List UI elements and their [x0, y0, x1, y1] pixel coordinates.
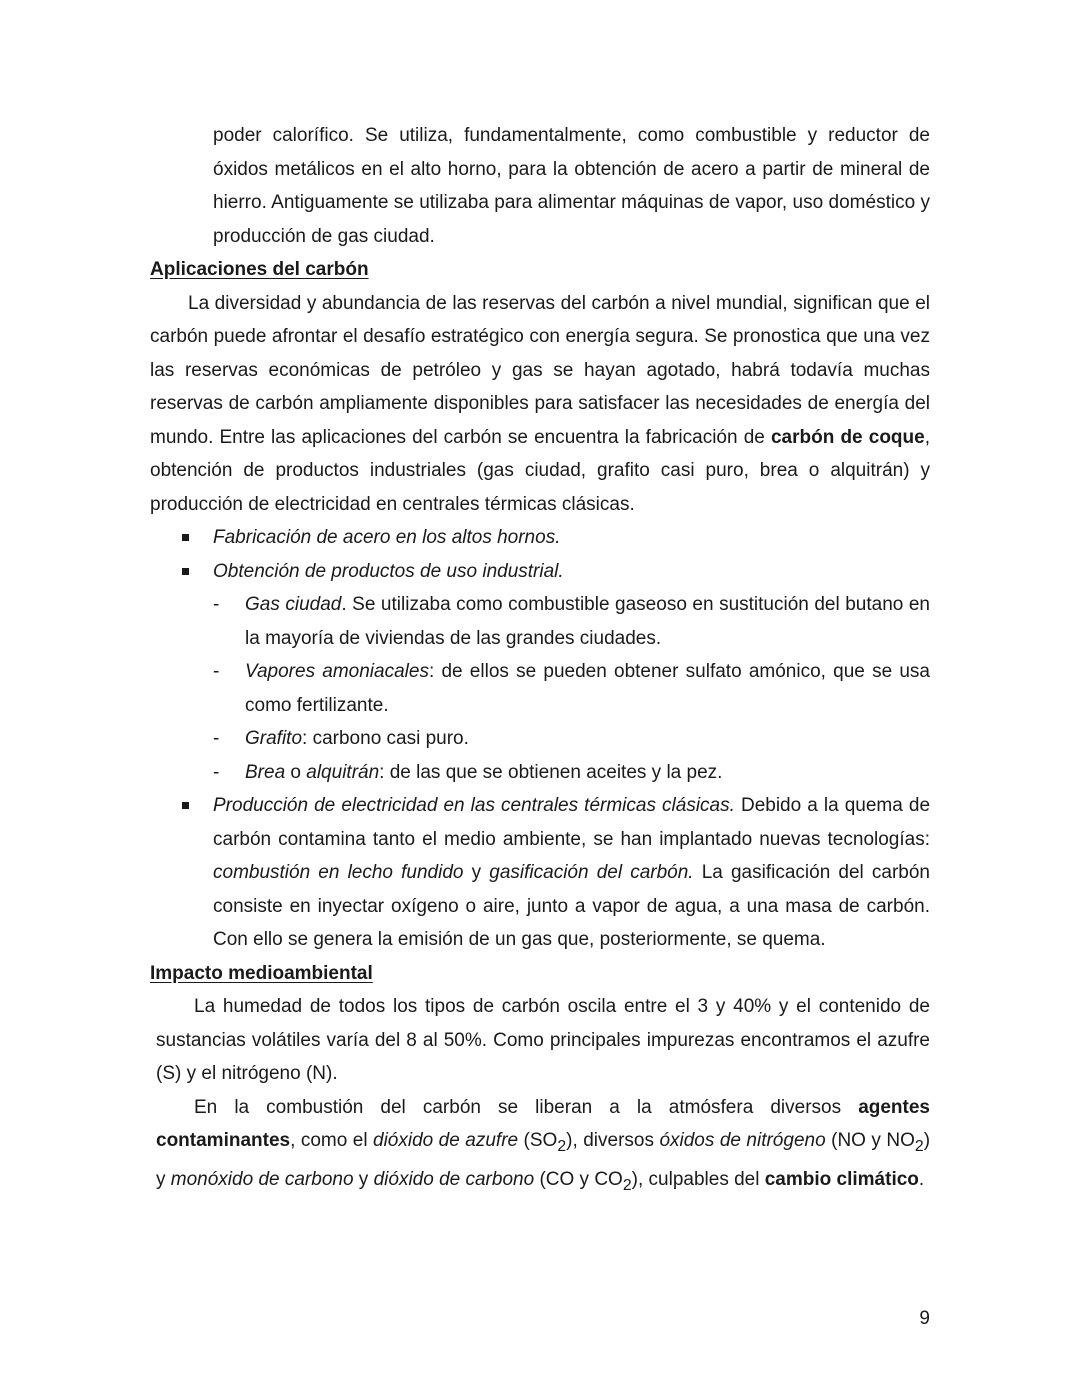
bullet-text: Producción de electricidad en las centrales térmicas clásicas. [213, 795, 735, 816]
text-run: Debido a la quema de carbón contamina tanto el medio ambiente, se han implantado nuevas tecnologías: [213, 795, 931, 850]
section-heading-aplicaciones: Aplicaciones del carbón [150, 259, 369, 280]
text-run: ), diversos [566, 1130, 660, 1151]
bold-term: agentes contaminantes [156, 1096, 930, 1151]
text-run: (CO y CO [534, 1169, 623, 1191]
sub-item-term: Gas ciudad [245, 594, 342, 615]
sub-item-text: de las que se obtienen aceites y la pez. [389, 761, 723, 783]
sub-item-term: alquitrán [306, 761, 380, 783]
subscript: 2 [622, 1177, 632, 1195]
text-run: (NO y NO [825, 1130, 915, 1151]
text-run: . [918, 1169, 925, 1191]
sub-item-term: Brea [245, 761, 286, 783]
text-run: La diversidad y abundancia de las reservas del carbón a nivel mundial, significan que el carbón puede afrontar el desafío estratégico con energía segura. Se pronostica que una vez las reservas económicas de petróleo y gas se hayan agotado, habrá todavía muchas reservas de carbón ampliamente disponibles para satisfacer las necesidades de energía del mundo. Entre las aplicaciones del carbón se encuentra la fabricación de [150, 292, 930, 448]
page-number: 9 [919, 1308, 930, 1329]
text-run: y [353, 1169, 374, 1191]
text-run: ) y [156, 1130, 931, 1191]
connector: o [285, 761, 307, 783]
subscript: 2 [914, 1137, 924, 1155]
sub-item-text: de ellos se pueden obtener sulfato amónico, que se usa como fertilizante. [245, 661, 930, 716]
sub-item-text: Se utilizaba como combustible gaseoso en sustitución del butano en la mayoría de viviendas de las grandes ciudades. [245, 594, 930, 649]
impacto-paragraph-1: La humedad de todos los tipos de carbón oscila entre el 3 y 40% y el contenido de sustancias volátiles varía del 8 al 50%. Como principales impurezas encontramos el azufre (S) y el nitrógeno (N). [156, 996, 930, 1084]
dash-bullet: - [213, 761, 220, 783]
sub-item-term: Vapores amoniacales [245, 661, 429, 682]
subscript: 2 [557, 1137, 567, 1155]
square-bullet-icon [182, 534, 189, 541]
italic-term: dióxido de azufre [373, 1130, 519, 1151]
text-run: y [463, 862, 490, 883]
page-content [150, 119, 930, 1203]
bold-term: carbón de coque [770, 426, 925, 448]
list-item [150, 555, 930, 790]
bullet-text: Obtención de productos de uso industrial. [213, 560, 564, 582]
italic-term: monóxido de carbono [170, 1169, 354, 1191]
italic-term: combustión en lecho fundido [213, 862, 464, 883]
continued-paragraph: poder calorífico. Se utiliza, fundamentalmente, como combustible y reductor de óxidos metálicos en el alto horno, para la obtención de acero a partir de mineral de hierro. Antiguamente se utilizaba para alimentar máquinas de vapor, uso doméstico y producción de gas ciudad. [213, 125, 930, 247]
list-item [150, 521, 930, 555]
sub-item-term: Grafito [245, 728, 303, 749]
square-bullet-icon [182, 568, 189, 575]
impacto-paragraph-2 [150, 1091, 930, 1203]
applications-list [150, 521, 930, 957]
text-run: La gasificación del carbón consiste en inyectar oxígeno o aire, junto a vapor de agua, a una masa de carbón. Con ello se genera la emisión de un gas que, posteriormente, se quema. [213, 862, 931, 950]
separator: . [341, 594, 353, 615]
italic-term: dióxido de carbono [373, 1169, 535, 1191]
square-bullet-icon [182, 802, 189, 809]
sub-list-item [213, 588, 930, 655]
dash-bullet: - [213, 594, 220, 615]
text-run: En la combustión del carbón se liberan a la atmósfera diversos [194, 1096, 859, 1118]
sub-item-text: carbono casi puro. [312, 728, 469, 749]
list-item [150, 789, 930, 957]
separator: : [379, 761, 390, 783]
separator: : [302, 728, 313, 749]
italic-term: óxidos de nitrógeno [659, 1130, 826, 1151]
dash-bullet: - [213, 661, 220, 682]
text-run: ), culpables del [631, 1169, 765, 1191]
separator: : [428, 661, 442, 682]
dash-bullet: - [213, 728, 220, 749]
bullet-text: Fabricación de acero en los altos hornos. [213, 527, 561, 548]
bold-term: cambio climático [764, 1169, 919, 1191]
italic-term: gasificación del carbón. [489, 862, 694, 883]
sub-list-item [213, 655, 930, 722]
text-run: (SO [518, 1130, 558, 1151]
aplicaciones-paragraph [150, 287, 930, 522]
industrial-products-list [213, 588, 930, 789]
sub-list-item [213, 722, 930, 756]
section-heading-impacto: Impacto medioambiental [150, 962, 373, 984]
text-run: , obtención de productos industriales (gas ciudad, grafito casi puro, brea o alquitrán) y producción de electricidad en centrales térmicas clásicas. [150, 426, 930, 515]
sub-list-item [213, 756, 930, 790]
text-run: , como el [290, 1130, 374, 1151]
